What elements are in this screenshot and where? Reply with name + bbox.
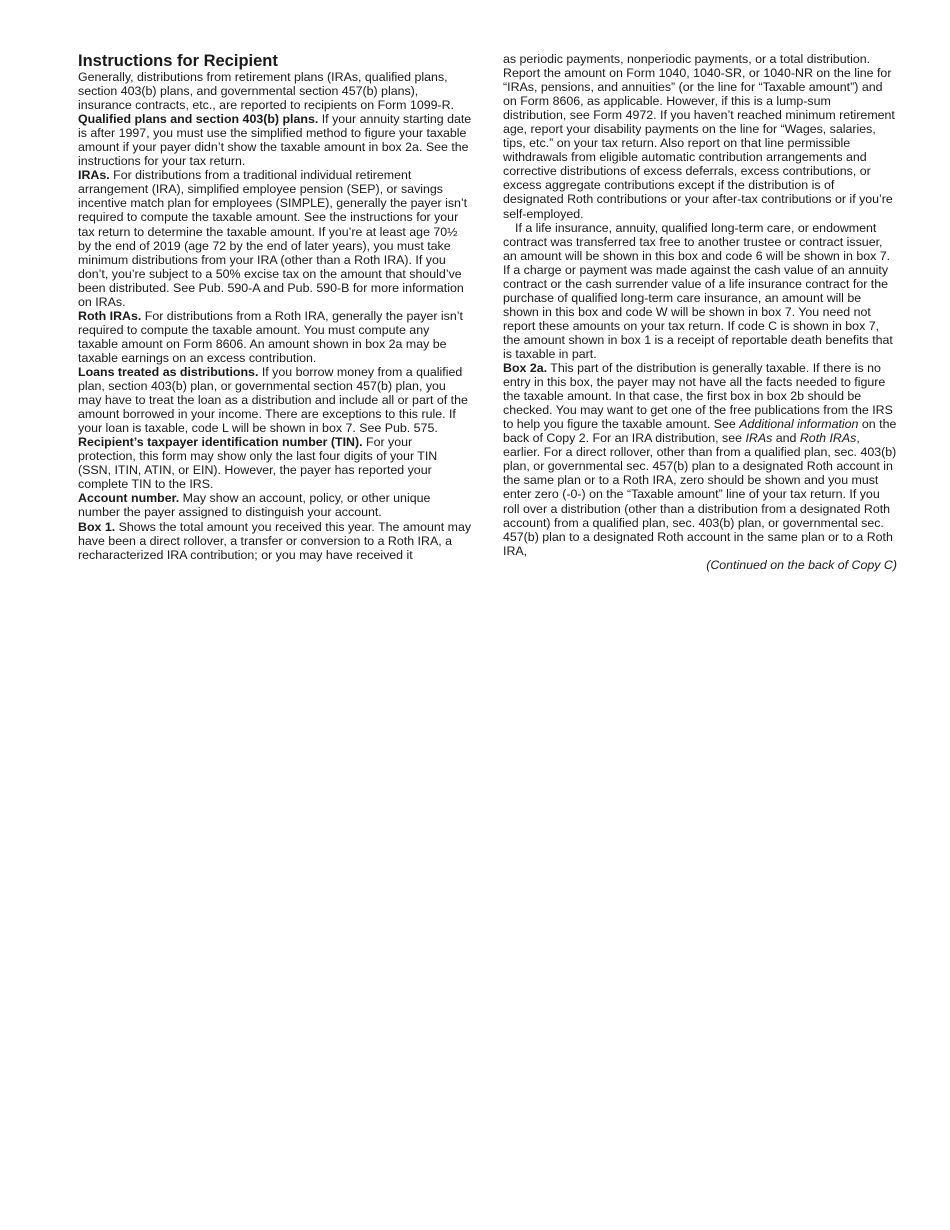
box2a-text-4: , earlier. For a direct rollover, other than from a qualified plan, sec. 403(b) plan, or governmental sec. 457(b) plan to a designated Roth account in the same plan or to a Roth IRA, zero should be shown and you must enter zero (-0-) on the “Taxable amount” line of your tax return. If you roll over a distribution (other than a distribution from a designated Roth account) from a qualified plan, sec. 403(b) plan, or governmental sec. 457(b) plan to a designated Roth account in the same plan or to a Roth IRA, [503,431,897,558]
tin-paragraph [78,435,472,491]
iras-heading: IRAs. [78,168,110,183]
box2a-text-3: and [772,431,800,446]
left-column [78,52,472,562]
box1-continued-paragraph: as periodic payments, nonperiodic payments, or a total distribution. Report the amount on Form 1040, 1040-SR, or 1040-NR on the line for “IRAs, pensions, and annuities” (or the line for “Taxable amount”) and on Form 8606, as applicable. However, if this is a lump-sum distribution, see Form 4972. If you haven’t reached minimum retirement age, report your disability payments on the line for “Wages, salaries, tips, etc.” on your tax return. Also report on that line permissible withdrawals from eligible automatic contribution arrangements and corrective distributions of excess deferrals, excess contributions, or excess aggregate contributions except if the distribution is of designated Roth contributions or your after-tax contributions or if you’re self-employed. [503,52,895,221]
box1-paragraph [78,520,472,562]
qualified-plans-paragraph [78,112,472,168]
box2a-italic-roth-iras: Roth IRAs [799,431,857,446]
loans-heading: Loans treated as distributions. [78,364,259,379]
account-number-heading: Account number. [78,491,180,506]
box2a-italic-iras: IRAs [745,431,773,446]
box2a-text-1: This part of the distribution is generally taxable. If there is no entry in this box, the payer may not have all the facts needed to figure the taxable amount. In that case, the first box in box 2b should be checked. You may want to get one of the free publications from the IRS to help you figure the taxable amount. See [503,361,893,432]
box1-heading: Box 1. [78,519,116,534]
account-number-text: May show an account, policy, or other unique number the payer assigned to distinguish your account. [78,491,431,520]
continued-note: (Continued on the back of Copy C) [706,557,897,572]
life-insurance-paragraph: If a life insurance, annuity, qualified long-term care, or endowment contract was transferred tax free to another trustee or contract issuer, an amount will be shown in this box and code 6 will be shown in box 7. If a charge or payment was made against the cash value of an annuity contract or the cash surrender value of a life insurance contract for the purchase of qualified long-term care insurance, an amount will be shown in this box and code W will be shown in box 7. You need not report these amounts on your tax return. If code C is shown in box 7, the amount shown in box 1 is a receipt of reportable death benefits that is taxable in part. [503,220,893,361]
account-number-paragraph [78,491,472,519]
iras-text: For distributions from a traditional individual retirement arrangement (IRA), simplified employee pension (SEP), or savings incentive match plan for employees (SIMPLE), generally the payer isn’t required to compute the taxable amount. See the instructions for your tax return to determine the taxable amount. If you’re at least age 70½ by the end of 2019 (age 72 by the end of later years), you must take minimum distributions from your IRA (other than a Roth IRA). If you don’t, you’re subject to a 50% excise tax on the amount that should’ve been distributed. See Pub. 590-A and Pub. 590-B for more information on IRAs. [78,168,468,309]
loans-text: If you borrow money from a qualified plan, section 403(b) plan, or governmental section 457(b) plan, you may have to treat the loan as a distribution and include all or part of the amount borrowed in your income. There are exceptions to this rule. If your loan is taxable, code L will be shown in box 7. See Pub. 575. [78,364,468,436]
loans-paragraph [78,365,472,435]
tin-heading: Recipient’s taxpayer identification number (TIN). [78,435,363,450]
intro-paragraph: Generally, distributions from retirement plans (IRAs, qualified plans, section 403(b) plans, and governmental section 457(b) plans), insurance contracts, etc., are reported to recipients on Form 1099-R. [78,70,455,113]
roth-iras-text: For distributions from a Roth IRA, generally the payer isn’t required to compute the taxable amount. You must compute any taxable amount on Form 8606. An amount shown in box 2a may be taxable earnings on an excess contribution. [78,308,463,365]
right-column [503,52,897,572]
roth-iras-paragraph [78,309,472,365]
box2a-italic-additional-information: Additional information [739,417,859,432]
box2a-heading: Box 2a. [503,361,548,376]
iras-paragraph [78,168,472,308]
page-title: Instructions for Recipient [78,52,278,70]
box2a-text-2: on the back of Copy 2. For an IRA distribution, see [503,417,897,446]
qualified-plans-text: If your annuity starting date is after 1997, you must use the simplified method to figure your taxable amount if your payer didn’t show the taxable amount in box 2a. See the instructions for your tax return. [78,112,472,169]
tin-text: For your protection, this form may show only the last four digits of your TIN (SSN, ITIN, ATIN, or EIN). However, the payer has reported your complete TIN to the IRS. [78,435,438,492]
box2a-paragraph [503,361,897,558]
box1-text: Shows the total amount you received this year. The amount may have been a direct rollover, a transfer or conversion to a Roth IRA, a recharacterized IRA contribution; or you may have received it [78,519,472,562]
roth-iras-heading: Roth IRAs. [78,308,142,323]
qualified-plans-heading: Qualified plans and section 403(b) plans. [78,112,319,127]
